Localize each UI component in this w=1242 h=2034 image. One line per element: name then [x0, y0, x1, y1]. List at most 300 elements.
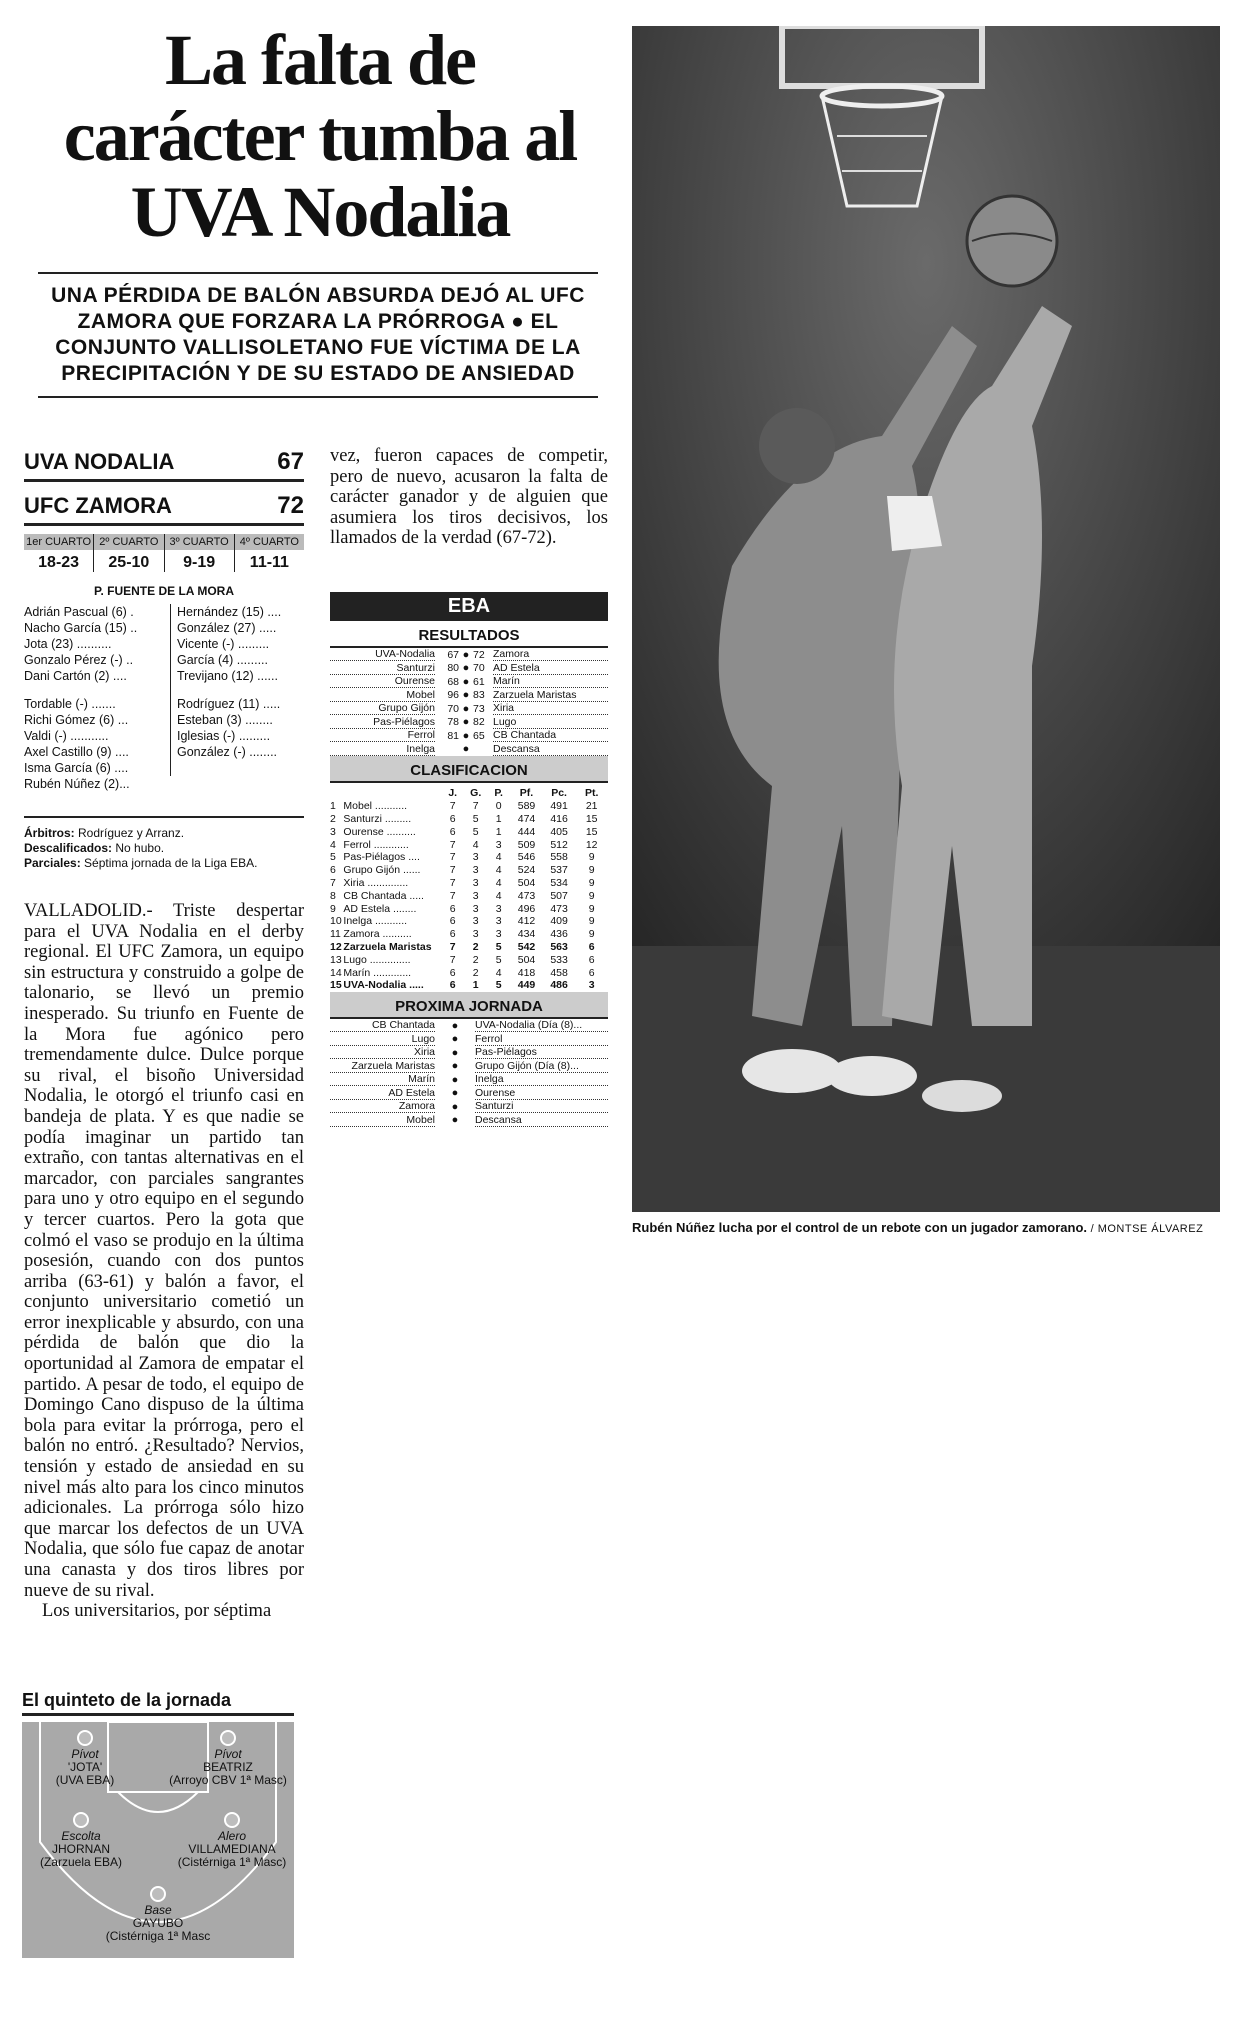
- roster-entry: Vicente (-) .........: [177, 637, 270, 651]
- player-pivot-1: [30, 1730, 140, 1787]
- next-bullet-icon: ●: [451, 1019, 459, 1032]
- next-bullet-icon: ●: [451, 1087, 459, 1099]
- standings-team: Pas-Piélagos ....: [343, 851, 420, 864]
- standings-team: Marín .............: [343, 966, 412, 979]
- result-away: AD Estela: [493, 662, 608, 675]
- quarter-4: [235, 534, 304, 572]
- standings-points-for: 504: [517, 876, 536, 889]
- away-team-row: [24, 490, 304, 526]
- standings-row: [330, 864, 608, 877]
- player-marker: [73, 1812, 89, 1828]
- result-home-score: 68: [447, 675, 459, 688]
- venue: P. FUENTE DE LA MORA: [93, 584, 234, 598]
- photo-caption: [632, 1220, 1232, 1235]
- standings-points: 9: [588, 928, 595, 941]
- disqualified: [24, 841, 304, 856]
- next-round-title: PROXIMA JORNADA: [330, 992, 608, 1019]
- referees: [24, 826, 304, 841]
- result-away: CB Chantada: [493, 729, 608, 742]
- disqualified-label: Descalificados:: [24, 841, 113, 855]
- standings-lost: 4: [495, 889, 502, 902]
- result-home-score: 67: [447, 648, 459, 661]
- standings-points-for: 504: [517, 953, 536, 966]
- standings-pos: 6: [330, 864, 336, 877]
- next-home: Xiria: [330, 1046, 435, 1059]
- standings-team: CB Chantada .....: [343, 889, 424, 902]
- standings-points: 9: [588, 864, 595, 877]
- result-home: Ferrol: [330, 729, 435, 742]
- referees-label: Árbitros:: [24, 826, 75, 840]
- roster-entry: González (27) .....: [177, 621, 277, 635]
- result-away-score: 61: [473, 675, 485, 688]
- standings-points-against: 416: [550, 812, 568, 825]
- roster-entry: Iglesias (-) .........: [177, 729, 271, 743]
- quinteto-title: El quinteto de la jornada: [22, 1690, 294, 1716]
- standings-won: 3: [472, 851, 479, 864]
- standings-points: 15: [585, 812, 598, 825]
- standings-played: 6: [449, 812, 456, 825]
- player-marker: [224, 1812, 240, 1828]
- result-row: [330, 648, 608, 662]
- result-bullet-icon: ●: [462, 675, 470, 688]
- partials-label: Parciales:: [24, 856, 81, 870]
- roster-entry: Richi Gómez (6) ...: [24, 713, 129, 727]
- next-away: Ourense: [475, 1087, 608, 1100]
- standings-row: [330, 838, 608, 851]
- standings-points-for: 542: [517, 940, 536, 953]
- next-away: UVA-Nodalia (Día (8)...: [475, 1019, 608, 1032]
- standings-lost: 3: [495, 915, 502, 928]
- headline-line-1: La falta de: [165, 20, 475, 100]
- standings-won: 4: [472, 838, 479, 851]
- col-pc: Pc.: [551, 787, 567, 800]
- standings-pos: 2: [330, 812, 336, 825]
- roster-entry: Axel Castillo (9) ....: [24, 745, 129, 759]
- player-name: GAYUBO: [132, 1916, 184, 1930]
- result-home: Inelga: [330, 743, 435, 756]
- next-bullet-icon: ●: [451, 1060, 459, 1072]
- result-row: [330, 743, 608, 757]
- standings-row: [330, 953, 608, 966]
- standings-points-against: 558: [550, 851, 568, 864]
- next-bullet-icon: ●: [451, 1114, 459, 1126]
- standings-won: 2: [472, 953, 479, 966]
- player-team: (Arroyo CBV 1ª Masc): [169, 1773, 287, 1787]
- result-bullet-icon: ●: [462, 662, 470, 675]
- standings-team: Ferrol ............: [343, 838, 409, 851]
- standings-lost: 4: [495, 864, 502, 877]
- home-team-name: UVA NODALIA: [24, 449, 175, 474]
- roster-entry: Esteban (3) ........: [177, 713, 273, 727]
- result-away: Zamora: [493, 648, 608, 661]
- result-home-score: 80: [447, 662, 459, 675]
- standings-team: Zarzuela Maristas: [343, 940, 432, 953]
- standings-won: 2: [472, 940, 479, 953]
- standings-points-for: 418: [517, 966, 536, 979]
- roster-entry: Adrián Pascual (6) .: [24, 605, 134, 619]
- roster-entry: Isma García (6) ....: [24, 761, 129, 775]
- result-away: Marín: [493, 675, 608, 688]
- standings-lost: 5: [495, 953, 502, 966]
- standings-pos: 14: [330, 966, 342, 979]
- player-team: (Cistérniga 1ª Masc): [177, 1855, 287, 1869]
- standings-row: [330, 813, 608, 826]
- next-home: Marín: [330, 1073, 435, 1086]
- partials: [24, 856, 304, 871]
- standings-pos: 11: [330, 928, 341, 941]
- result-away: Lugo: [493, 716, 608, 729]
- next-round-list: [330, 1019, 608, 1127]
- standings-won: 3: [472, 876, 479, 889]
- eba-title: EBA: [330, 592, 608, 621]
- quarter-3-label: 3º CUARTO: [165, 534, 234, 550]
- roster-entry: Gonzalo Pérez (-) ..: [24, 653, 134, 667]
- quarter-2: [94, 534, 164, 572]
- standings-played: 6: [449, 915, 456, 928]
- roster-entry: Dani Cartón (2) ....: [24, 669, 127, 683]
- standings-won: 2: [472, 966, 479, 979]
- standings-points-against: 436: [550, 928, 568, 941]
- court-diagram: [22, 1722, 294, 1958]
- next-home: Zamora: [330, 1100, 435, 1113]
- standings-lost: 5: [495, 940, 502, 953]
- standings-team: Lugo ..............: [343, 953, 411, 966]
- standings-lost: 3: [495, 928, 502, 941]
- result-away: Descansa: [493, 743, 608, 756]
- next-round-row: [330, 1073, 608, 1087]
- result-home-score: 96: [447, 689, 459, 702]
- standings-lost: 3: [495, 902, 502, 915]
- standings-points: 9: [588, 915, 595, 928]
- standings-row: [330, 877, 608, 890]
- standings-played: 6: [449, 825, 456, 838]
- standings-won: 3: [472, 864, 479, 877]
- standings-played: 7: [449, 889, 456, 902]
- result-home-score: 70: [447, 702, 459, 715]
- player-name: 'JOTA': [67, 1760, 103, 1774]
- quarter-4-label: 4º CUARTO: [235, 534, 304, 550]
- roster-entry: Jota (23) ..........: [24, 637, 112, 651]
- result-home: UVA-Nodalia: [330, 648, 435, 661]
- quarter-1: [24, 534, 94, 572]
- result-away-score: 73: [473, 702, 485, 715]
- standings-points: 12: [585, 838, 598, 851]
- standings-points-for: 474: [517, 812, 536, 825]
- standings-points-for: 546: [517, 851, 536, 864]
- standings-points-against: 537: [550, 864, 568, 877]
- officials: [24, 816, 304, 871]
- roster-entry: Rodríguez (11) .....: [177, 697, 281, 711]
- standings-row: [330, 928, 608, 941]
- standings-points-for: 449: [517, 979, 536, 992]
- next-bullet-icon: ●: [451, 1033, 459, 1045]
- standings-title: CLASIFICACION: [330, 756, 608, 783]
- standings-row: [330, 889, 608, 902]
- quarter-1-score: 18-23: [38, 554, 80, 571]
- standings-lost: 4: [495, 966, 502, 979]
- roster-entry: Rubén Núñez (2)...: [24, 777, 130, 791]
- standings-points-against: 507: [550, 889, 568, 902]
- result-bullet-icon: ●: [462, 689, 470, 702]
- quarter-3-score: 9-19: [183, 554, 216, 571]
- next-away: Inelga: [475, 1073, 608, 1086]
- standings-team: Inelga ...........: [343, 915, 408, 928]
- standings-pos: 7: [330, 876, 336, 889]
- standings-played: 6: [449, 966, 456, 979]
- next-round-row: [330, 1086, 608, 1100]
- result-home: Santurzi: [330, 662, 435, 675]
- next-bullet-icon: ●: [451, 1100, 459, 1113]
- col-j: J.: [448, 787, 458, 800]
- next-round-row: [330, 1046, 608, 1060]
- standings-points-against: 534: [550, 876, 568, 889]
- result-home: Ourense: [330, 675, 435, 688]
- result-home: Mobel: [330, 689, 435, 702]
- standings-row: [330, 902, 608, 915]
- standings-points: 9: [588, 889, 595, 902]
- result-bullet-icon: ●: [462, 702, 470, 715]
- player-position: Escolta: [61, 1829, 101, 1843]
- result-row: [330, 689, 608, 703]
- roster-entry: González (-) ........: [177, 745, 278, 759]
- player-name: VILLAMEDIANA: [188, 1842, 276, 1856]
- next-round-row: [330, 1100, 608, 1114]
- standings-points-for: 473: [517, 889, 536, 902]
- col-g: G.: [470, 787, 482, 800]
- headline-line-3: UVA Nodalia: [130, 172, 510, 252]
- standings-pos: 9: [330, 902, 336, 915]
- standings-row: [330, 851, 608, 864]
- standings-pos: 12: [330, 940, 342, 953]
- result-bullet-icon: ●: [462, 716, 470, 729]
- standings-team: Grupo Gijón ......: [343, 864, 421, 877]
- standings-points-against: 512: [550, 838, 568, 851]
- disqualified-value: No hubo.: [112, 841, 165, 855]
- result-home: Grupo Gijón: [330, 702, 435, 715]
- result-bullet-icon: ●: [462, 729, 470, 742]
- standings-points: 9: [588, 876, 595, 889]
- col-pf: Pf.: [519, 787, 534, 800]
- standings-points: 6: [588, 953, 595, 966]
- standings-lost: 0: [495, 800, 502, 813]
- standings-header: [330, 787, 608, 800]
- standings-team: UVA-Nodalia .....: [343, 979, 424, 992]
- standings-points-against: 458: [550, 966, 568, 979]
- results-list: [330, 648, 608, 756]
- referees-value: Rodríguez y Arranz.: [74, 826, 185, 840]
- roster-entry: Trevijano (12) ......: [177, 669, 278, 683]
- quarter-3: [165, 534, 235, 572]
- subhead-top-rule: [38, 272, 598, 274]
- standings-pos: 1: [330, 800, 336, 813]
- result-home-score: 78: [447, 716, 459, 729]
- standings-points: 21: [585, 800, 598, 813]
- scoreboard: [24, 446, 304, 572]
- quinteto-box: [22, 1690, 294, 1958]
- standings-pos: 5: [330, 851, 336, 864]
- standings-points-for: 509: [517, 838, 536, 851]
- standings-played: 7: [449, 800, 456, 813]
- home-team-score: 67: [277, 448, 304, 475]
- standings-points-against: 533: [550, 953, 568, 966]
- standings-played: 7: [449, 838, 456, 851]
- player-base: [98, 1886, 218, 1943]
- next-home: Mobel: [330, 1114, 435, 1127]
- standings-won: 3: [472, 915, 479, 928]
- result-home: Pas-Piélagos: [330, 716, 435, 729]
- standings-points-against: 491: [550, 800, 568, 813]
- standings-played: 7: [449, 953, 456, 966]
- next-home: Lugo: [330, 1033, 435, 1046]
- result-away-score: 72: [473, 648, 485, 661]
- standings-points-for: 589: [517, 800, 536, 813]
- caption-text: Rubén Núñez lucha por el control de un rebote con un jugador zamorano.: [632, 1220, 1088, 1235]
- standings-won: 3: [472, 889, 479, 902]
- standings-pos: 3: [330, 825, 336, 838]
- standings-row: [330, 800, 608, 813]
- standings-row: [330, 915, 608, 928]
- standings-lost: 4: [495, 851, 502, 864]
- player-marker: [77, 1730, 93, 1746]
- results-title: RESULTADOS: [330, 621, 608, 648]
- player-position: Pívot: [214, 1747, 242, 1761]
- eba-panel: [330, 592, 608, 1127]
- standings-points-for: 496: [517, 902, 536, 915]
- player-position: Pívot: [71, 1747, 99, 1761]
- standings-list: [330, 800, 608, 992]
- standings-won: 7: [472, 800, 479, 813]
- col-pt: Pt.: [584, 787, 599, 800]
- player-marker: [220, 1730, 236, 1746]
- next-round-row: [330, 1019, 608, 1033]
- standings-points: 6: [588, 966, 595, 979]
- standings-points-for: 434: [517, 928, 536, 941]
- standings-points: 3: [588, 979, 595, 992]
- standings-lost: 3: [495, 838, 502, 851]
- roster-entry: Hernández (15) ....: [177, 605, 282, 619]
- standings-row: [330, 825, 608, 838]
- quarter-2-score: 25-10: [108, 554, 150, 571]
- standings-points: 9: [588, 851, 595, 864]
- result-bullet-icon: ●: [462, 648, 470, 661]
- next-bullet-icon: ●: [451, 1046, 459, 1059]
- result-away: Xiria: [493, 702, 608, 715]
- away-team-score: 72: [277, 492, 304, 519]
- result-away-score: 70: [473, 662, 485, 675]
- standings-points-for: 412: [517, 915, 536, 928]
- standings-points-against: 473: [550, 902, 568, 915]
- result-away: Zarzuela Maristas: [493, 689, 608, 702]
- roster-entry: Tordable (-) .......: [24, 697, 116, 711]
- result-row: [330, 716, 608, 730]
- quarter-2-label: 2º CUARTO: [94, 534, 163, 550]
- standings-pos: 4: [330, 838, 336, 851]
- standings-pos: 10: [330, 915, 342, 928]
- standings-points: 15: [585, 825, 598, 838]
- player-pivot-2: [168, 1730, 288, 1787]
- player-name: JHORNAN: [51, 1842, 110, 1856]
- standings-points-against: 405: [550, 825, 568, 838]
- standings-team: Mobel ...........: [343, 800, 408, 813]
- photo-credit: / MONTSE ÁLVAREZ: [1087, 1223, 1204, 1235]
- player-team: (UVA EBA): [55, 1773, 115, 1787]
- standings-points: 9: [588, 902, 595, 915]
- subhead-bottom-rule: [38, 396, 598, 398]
- next-away: Grupo Gijón (Día (8)...: [475, 1060, 608, 1073]
- home-roster: [24, 604, 164, 792]
- standings-won: 3: [472, 902, 479, 915]
- next-home: AD Estela: [330, 1087, 435, 1100]
- article-continuation: vez, fueron capaces de competir, pero de nuevo, acusaron la falta de carácter ganador y de alguien que asumiera los tiros decisivos, los llamados de la verdad (67-72).: [330, 446, 608, 549]
- standings-played: 7: [449, 876, 456, 889]
- standings-won: 3: [472, 928, 479, 941]
- next-round-row: [330, 1059, 608, 1073]
- next-home: CB Chantada: [330, 1019, 435, 1032]
- result-home-score: 81: [447, 729, 459, 742]
- standings-points-for: 444: [517, 825, 536, 838]
- next-away: Descansa: [475, 1114, 608, 1127]
- standings-row: [330, 979, 608, 992]
- standings-won: 5: [472, 825, 479, 838]
- standings-won: 1: [472, 979, 479, 992]
- headline-line-2: carácter tumba al: [63, 96, 577, 176]
- standings-points-against: 486: [550, 979, 568, 992]
- article-paragraph: Los universitarios, por séptima: [42, 1601, 272, 1622]
- standings-team: Zamora ..........: [343, 928, 412, 941]
- standings-played: 7: [449, 864, 456, 877]
- standings-team: Xiria ..............: [343, 876, 409, 889]
- standings-team: Santurzi .........: [343, 812, 412, 825]
- result-bullet-icon: ●: [462, 743, 470, 756]
- quarter-scores: [24, 534, 304, 572]
- result-row: [330, 729, 608, 743]
- result-row: [330, 662, 608, 676]
- standings-team: Ourense ..........: [343, 825, 416, 838]
- quarter-4-score: 11-11: [249, 554, 289, 571]
- player-marker: [150, 1886, 166, 1902]
- home-team-row: [24, 446, 304, 482]
- standings-played: 6: [449, 902, 456, 915]
- quarter-1-label: 1er CUARTO: [24, 534, 93, 550]
- result-row: [330, 702, 608, 716]
- standings-lost: 4: [495, 876, 502, 889]
- article-paragraph: VALLADOLID.- Triste despertar para el UVA Nodalia en el derby regional. El UFC Zamora, un equipo sin estructura y construido a golpe de talonario, se llevó un premio inesperado. Su triunfo en Fuente de la Mora fue agónico pero tremendamente dulce. Dulce porque su rival, el bisoño Universidad Nodalia, le otorgó el triunfo casi en bandeja de plata. Y es que nadie se podía imaginar un partido tan extraño, con tantas alternativas en el marcador, con parciales sangrantes para uno y otro equipo en el segundo y tercer cuartos. Pero la gota que colmó el vaso se produjo en la última posesión, cuando con dos puntos arriba (63-61) y balón a favor, el conjunto universitario cometió un error inexplicable y absurdo, con una pérdida de balón que dio la oportunidad al Zamora de empatar el partido. A pesar de todo, el equipo de Domingo Cano dispuso de la última bola para evitar la prórroga, pero el balón no entró. ¿Resultado? Nervios, tensión y estado de ansiedad en su nivel más alto para los cinco minutos adicionales. La prórroga sólo hizo que marcar los defectos de un UVA Nodalia, que sólo fue capaz de anotar una canasta y dos tiros libres por nueve de su rival.: [24, 901, 304, 1601]
- player-position: Alero: [217, 1829, 246, 1843]
- game-photo: [632, 26, 1220, 1212]
- player-team: (Cistérniga 1ª Masc: [105, 1929, 211, 1943]
- standings-pos: 8: [330, 889, 336, 902]
- standings-played: 6: [449, 979, 456, 992]
- away-roster: [177, 604, 317, 760]
- result-row: [330, 675, 608, 689]
- next-away: Ferrol: [475, 1033, 608, 1046]
- player-name: BEATRIZ: [203, 1760, 253, 1774]
- headline: [20, 22, 620, 250]
- standings-points-against: 563: [550, 940, 568, 953]
- away-team-name: UFC ZAMORA: [24, 493, 172, 518]
- next-away: Pas-Piélagos: [475, 1046, 608, 1059]
- col-p: P.: [494, 787, 503, 800]
- article-body: [24, 901, 304, 1622]
- player-team: (Zarzuela EBA): [39, 1855, 123, 1869]
- next-away: Santurzi: [475, 1100, 608, 1113]
- standings-points-against: 409: [550, 915, 568, 928]
- standings-pos: 13: [330, 953, 342, 966]
- result-away-score: 65: [473, 729, 485, 742]
- standings-lost: 1: [495, 825, 502, 838]
- photo-illustration: [632, 26, 1220, 1212]
- player-alero: [172, 1812, 292, 1869]
